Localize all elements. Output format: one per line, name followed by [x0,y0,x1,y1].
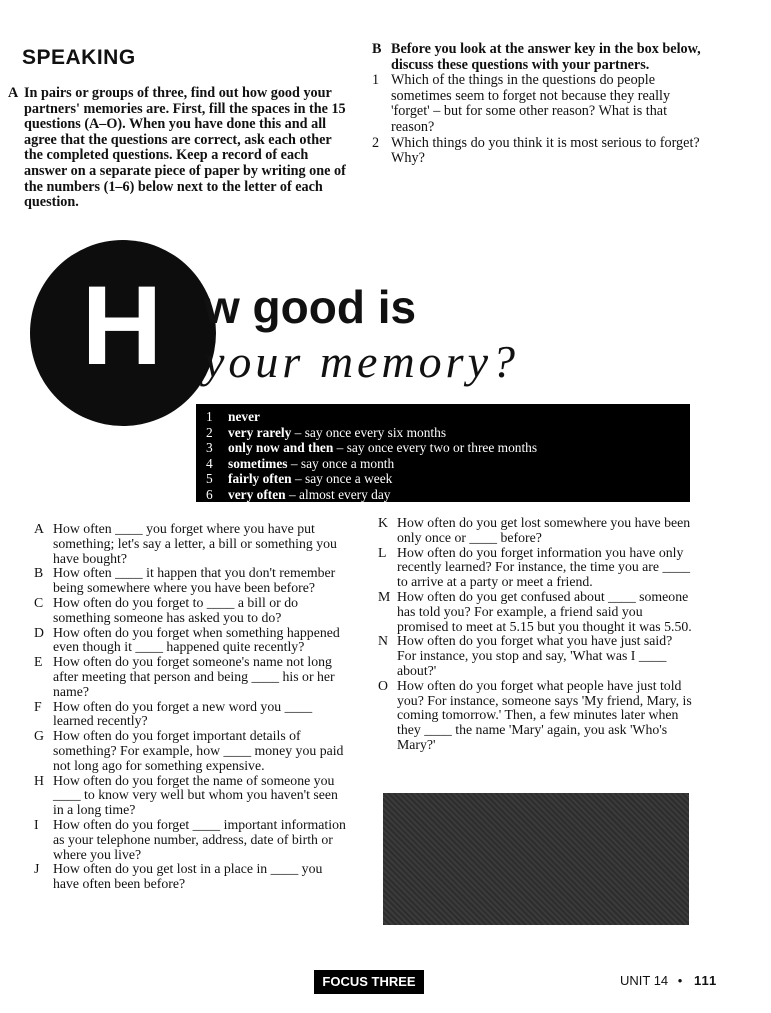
scale-term: sometimes [228,455,288,471]
question-letter: I [34,816,39,832]
discussion-question [372,136,702,167]
scale-number: 5 [206,471,213,486]
question-text: How often do you forget the name of someone you ____ to know very well but whom you haven't seen in a long time? [53,772,338,818]
question-text: How often do you forget to ____ a bill or do something someone has asked you to do? [53,594,298,625]
question-letter: C [34,594,44,610]
question-letter: F [34,698,42,714]
scale-term: very rarely [228,424,292,440]
photo-placeholder [383,793,689,925]
scale-desc: – say once every two or three months [333,440,538,455]
question-letter: O [378,677,388,693]
instruction-b-text: Before you look at the answer key in the box below, discuss these questions with your partners. [391,41,701,73]
question-text: How often do you forget someone's name not long after meeting that person and being ____ his or her name? [53,654,335,699]
question-letter: K [378,515,388,530]
instruction-a-letter: A [8,85,19,101]
scale-number: 4 [206,455,213,471]
question-text: How often do you forget what people have just told you? For instance, someone says 'My friend, Mary, is coming tomorrow.' Then, a few minutes later when they ____ the name 'Mary' again, you ask 'Who's Mary?' [397,677,692,752]
question-item [378,679,692,753]
question-letter: M [378,588,391,604]
scale-row [206,409,260,425]
focus-label: FOCUS THREE [314,970,424,994]
question-item [378,634,692,678]
question-letter: N [378,633,388,649]
question-letter: H [34,772,44,788]
discussion-question-number: 2 [372,134,380,151]
question-letter: E [34,654,43,670]
question-letter: D [34,624,44,640]
discussion-question-text: Which of the things in the questions do people sometimes seem to forget not because they really 'forget' – but for some other reason? What is that reason? [391,72,671,135]
question-list-right [378,516,692,753]
question-item [34,655,348,699]
title-initial: H [81,263,163,388]
scale-term: fairly often [228,471,292,486]
scale-term: very often [228,486,286,502]
question-letter: J [34,861,40,877]
question-letter: B [34,565,44,581]
scale-row [206,471,392,487]
question-item [34,729,348,773]
instruction-a-text: In pairs or groups of three, find out how good your partners' memories are. First, fill the spaces in the 15 questions (A–O). When you have done this and all agree that the questions are correct, ask each other the completed questions. Keep a record of each answer on a separate piece of paper by writing one of the numbers (1–6) below next to the letter of each question. [24,85,346,211]
section-heading: SPEAKING [22,46,136,69]
question-text: How often do you forget ____ important information as your telephone number, address, date of birth or where you live? [53,816,346,862]
scale-term: never [228,409,260,424]
question-text: How often do you get confused about ____ someone has told you? For example, a friend said you promised to meet at 5.15 but you thought it was 5.50. [397,588,692,634]
question-letter: A [34,521,44,536]
scale-desc: – almost every day [285,486,391,502]
question-item [34,522,348,566]
scale-desc: – say once a week [291,471,393,486]
discussion-question-text: Which things do you think it is most serious to forget? Why? [391,134,700,167]
question-text: How often do you forget when something happened even though it ____ happened quite recently? [53,624,340,655]
instruction-b [372,42,702,167]
page-number: 111 [693,973,718,988]
title-line-2: your memory? [204,336,519,387]
question-item [378,516,692,546]
question-item [34,818,348,862]
question-item [34,774,348,818]
question-text: How often do you get lost somewhere you have been only once or ____ before? [397,515,691,545]
scale-number: 6 [206,486,213,502]
title-line-1: w good is [204,281,417,333]
scale-row [206,456,394,472]
unit-label: UNIT 14 [620,973,669,988]
scale-desc: – say once a month [287,455,395,471]
question-text: How often do you get lost in a place in ____ you have often been before? [53,861,323,892]
question-text: How often do you forget important details of something? For example, how ____ money you paid not long ago for something expensive. [53,728,344,773]
scale-number: 1 [206,409,213,424]
question-list-left [34,522,348,892]
instruction-b-letter: B [372,41,382,57]
question-letter: L [378,544,387,560]
page-footer [620,973,717,988]
scale-number: 2 [206,424,213,440]
scale-desc: – say once every six months [291,424,447,440]
question-item [34,700,348,730]
question-text: How often ____ you forget where you have put something; let's say a letter, a bill or something you have bought? [53,521,337,566]
discussion-question [372,73,702,135]
question-item [34,596,348,626]
question-item [378,546,692,590]
question-text: How often do you forget what you have just said? For instance, you stop and say, 'What was I ____ about?' [397,633,673,678]
scale-row [206,425,446,441]
scale-term: only now and then [228,440,334,455]
scale-row [206,487,391,503]
question-text: How often do you forget a new word you ____ learned recently? [53,698,313,729]
instruction-a [8,86,353,211]
discussion-question-number: 1 [372,72,380,89]
frequency-scale-box [196,404,690,502]
footer-bullet: • [677,973,683,988]
scale-row [206,440,537,456]
question-letter: G [34,728,44,744]
question-item [34,566,348,596]
question-text: How often ____ it happen that you don't remember being somewhere where you have been before? [53,565,336,596]
scale-number: 3 [206,440,213,455]
question-item [378,590,692,634]
question-item [34,862,348,892]
question-text: How often do you forget information you have only recently learned? For instance, the time you are ____ to arrive at a party or meet a friend. [397,544,691,590]
question-item [34,626,348,656]
